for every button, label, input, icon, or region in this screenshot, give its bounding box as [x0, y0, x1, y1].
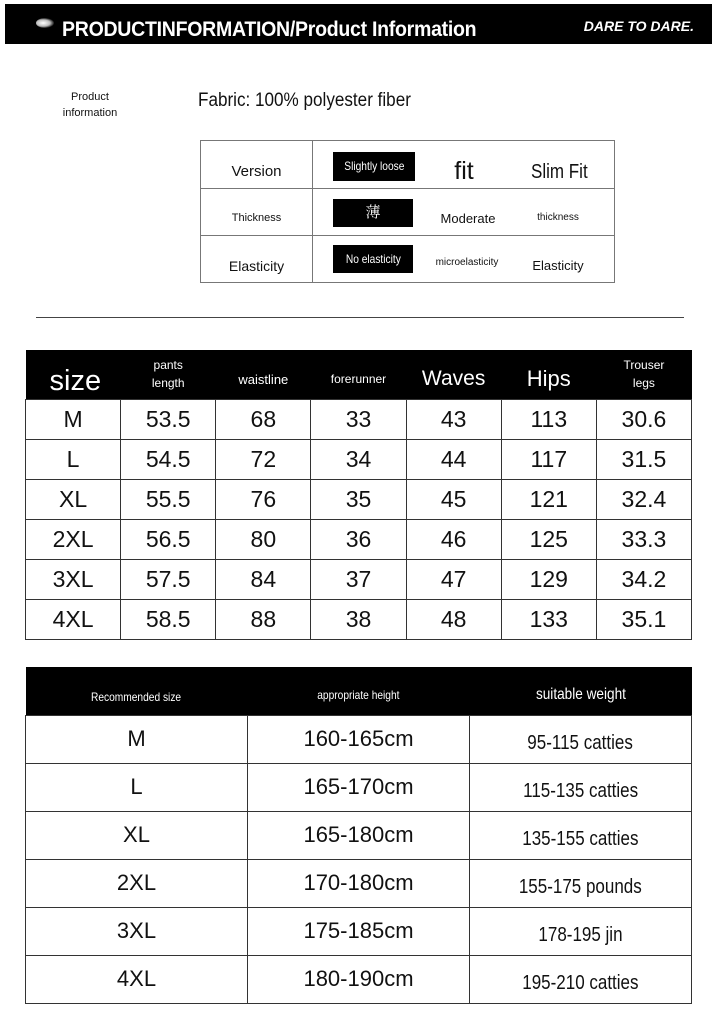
header-hips: Hips — [501, 350, 596, 399]
table-cell: 121 — [501, 479, 596, 519]
table-cell: 95-115 catties — [470, 715, 692, 763]
table-cell: 129 — [501, 559, 596, 599]
table-cell: 72 — [216, 439, 311, 479]
fabric-description: Fabric: 100% polyester fiber — [198, 90, 411, 111]
table-cell: 33.3 — [596, 519, 691, 559]
table-cell: 58.5 — [121, 599, 216, 639]
table-row — [26, 715, 692, 763]
attribute-grid-divider — [201, 188, 614, 189]
option-elasticity-none: No elasticity — [333, 245, 413, 273]
header-pants-length — [121, 350, 216, 399]
light-spot-decoration — [36, 18, 54, 28]
table-row — [26, 811, 692, 859]
table-cell: 155-175 pounds — [470, 859, 692, 907]
attribute-label-elasticity: Elasticity — [228, 258, 285, 274]
table-row — [26, 479, 692, 519]
table-cell: 44 — [406, 439, 501, 479]
table-cell: 135-155 catties — [470, 811, 692, 859]
table-cell: XL — [26, 479, 121, 519]
table-cell: 117 — [501, 439, 596, 479]
header-waistline: waistline — [216, 350, 311, 399]
header-pants-length-line1: pants — [153, 358, 183, 373]
table-cell: 33 — [311, 399, 406, 439]
option-version-slim-fit: Slim Fit — [530, 161, 588, 183]
table-row — [26, 399, 692, 439]
table-cell: 46 — [406, 519, 501, 559]
table-row — [26, 955, 692, 1003]
table-cell: 32.4 — [596, 479, 691, 519]
size-chart-header-row — [26, 350, 692, 399]
table-cell: 3XL — [26, 559, 121, 599]
table-cell: 34 — [311, 439, 406, 479]
table-cell: L — [26, 763, 248, 811]
table-cell: 3XL — [26, 907, 248, 955]
page-title: PRODUCTINFORMATION/Product Information — [62, 18, 477, 41]
table-cell: 53.5 — [121, 399, 216, 439]
table-cell: 113 — [501, 399, 596, 439]
attribute-grid-divider — [201, 235, 614, 236]
table-cell: 88 — [216, 599, 311, 639]
header-trouser-legs-line2: legs — [632, 376, 655, 391]
table-cell: 30.6 — [596, 399, 691, 439]
section-divider — [36, 317, 684, 318]
table-cell: 57.5 — [121, 559, 216, 599]
table-cell: L — [26, 439, 121, 479]
table-cell: 175-185cm — [248, 907, 470, 955]
option-thickness-moderate: Moderate — [440, 211, 496, 226]
header-waves: Waves — [406, 350, 501, 399]
table-cell: 165-180cm — [248, 811, 470, 859]
table-cell: 31.5 — [596, 439, 691, 479]
table-cell: 47 — [406, 559, 501, 599]
table-cell: 2XL — [26, 859, 248, 907]
option-thickness-thickness: thickness — [537, 212, 579, 223]
option-elasticity-micro: microelasticity — [435, 257, 499, 268]
recommended-size-header-row — [26, 667, 692, 715]
option-thickness-thin: 薄 — [333, 199, 413, 227]
table-cell: 48 — [406, 599, 501, 639]
table-cell: 165-170cm — [248, 763, 470, 811]
table-cell: 180-190cm — [248, 955, 470, 1003]
product-information-label — [58, 89, 122, 121]
attribute-grid — [200, 140, 615, 283]
table-cell: 4XL — [26, 599, 121, 639]
table-cell: 195-210 catties — [470, 955, 692, 1003]
table-cell: 125 — [501, 519, 596, 559]
header-trouser-legs-line1: Trouser — [623, 358, 665, 373]
header-size: size — [26, 350, 121, 399]
table-cell: 45 — [406, 479, 501, 519]
table-cell: M — [26, 399, 121, 439]
table-row — [26, 907, 692, 955]
table-cell: 36 — [311, 519, 406, 559]
attribute-label-thickness: Thickness — [231, 212, 282, 224]
table-cell: 35 — [311, 479, 406, 519]
table-cell: 38 — [311, 599, 406, 639]
table-cell: 170-180cm — [248, 859, 470, 907]
table-cell: 55.5 — [121, 479, 216, 519]
header-forerunner: forerunner — [311, 350, 406, 399]
table-row — [26, 559, 692, 599]
recommended-size-table — [25, 667, 692, 1004]
size-chart-table — [25, 350, 692, 640]
table-row — [26, 599, 692, 639]
table-cell: XL — [26, 811, 248, 859]
option-version-slightly-loose: Slightly loose — [333, 152, 415, 181]
table-cell: 56.5 — [121, 519, 216, 559]
table-cell: 37 — [311, 559, 406, 599]
table-row — [26, 859, 692, 907]
header-banner — [5, 4, 712, 44]
table-cell: 160-165cm — [248, 715, 470, 763]
attribute-grid-divider — [312, 141, 313, 282]
table-cell: 2XL — [26, 519, 121, 559]
header-appropriate-height: appropriate height — [248, 667, 470, 715]
table-cell: 84 — [216, 559, 311, 599]
product-information-label-line1: Product — [71, 91, 109, 103]
table-cell: 178-195 jin — [470, 907, 692, 955]
table-cell: 34.2 — [596, 559, 691, 599]
table-cell: 35.1 — [596, 599, 691, 639]
table-cell: 115-135 catties — [470, 763, 692, 811]
table-row — [26, 763, 692, 811]
table-cell: 76 — [216, 479, 311, 519]
table-cell: 68 — [216, 399, 311, 439]
table-cell: 133 — [501, 599, 596, 639]
table-cell: M — [26, 715, 248, 763]
table-cell: 4XL — [26, 955, 248, 1003]
table-cell: 43 — [406, 399, 501, 439]
table-row — [26, 439, 692, 479]
table-cell: 54.5 — [121, 439, 216, 479]
header-pants-length-line2: length — [151, 376, 185, 391]
option-version-fit: fit — [454, 157, 474, 185]
header-recommended-size: Recommended size — [26, 667, 248, 715]
table-row — [26, 519, 692, 559]
header-suitable-weight: suitable weight — [470, 667, 692, 715]
table-cell: 80 — [216, 519, 311, 559]
brand-slogan: DARE TO DARE. — [583, 18, 694, 34]
option-elasticity-elastic: Elasticity — [532, 258, 584, 273]
header-trouser-legs — [596, 350, 691, 399]
attribute-label-version: Version — [231, 163, 282, 180]
product-information-label-line2: information — [62, 107, 118, 119]
